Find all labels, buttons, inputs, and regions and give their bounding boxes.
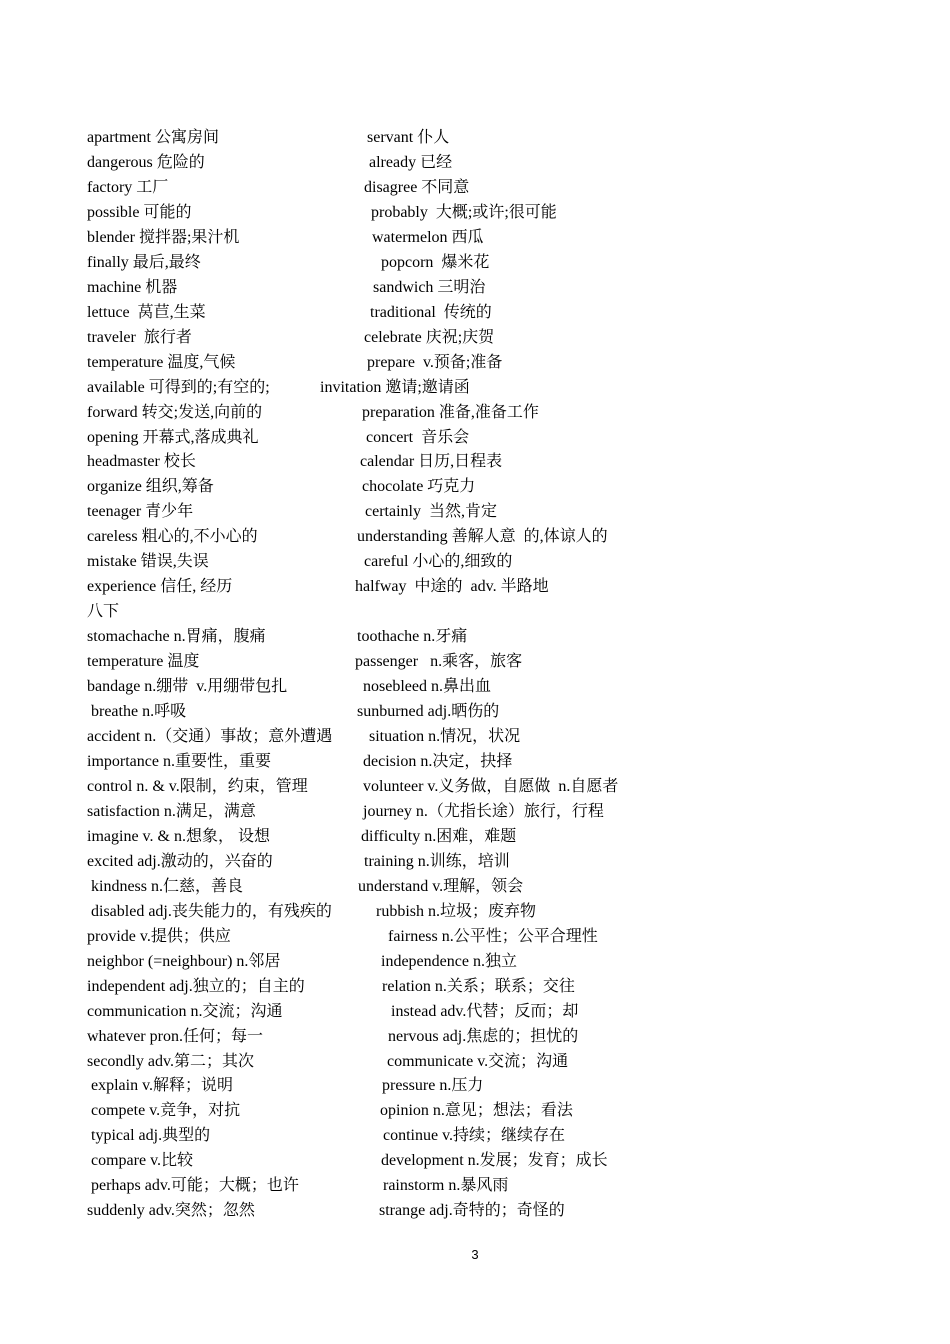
vocab-entry-right: chocolate 巧克力	[362, 478, 476, 496]
vocab-entry-left: 八下	[87, 603, 120, 621]
vocab-row	[0, 325, 950, 350]
vocab-row	[0, 624, 950, 649]
vocab-row	[0, 824, 950, 849]
vocab-row	[0, 499, 950, 524]
vocab-entry-left: possible 可能的	[87, 203, 192, 221]
vocab-row	[0, 949, 950, 974]
vocab-entry-right: opinion n.意见；想法；看法	[380, 1102, 573, 1120]
vocab-entry-left: breathe n.呼吸	[87, 703, 187, 721]
vocab-entry-right: continue v.持续；继续存在	[383, 1127, 566, 1145]
vocab-entry-left: headmaster 校长	[87, 453, 196, 471]
vocab-row	[0, 1148, 950, 1173]
vocab-row	[0, 1098, 950, 1123]
vocab-entry-left: explain v.解释；说明	[87, 1077, 234, 1095]
vocab-row	[0, 150, 950, 175]
vocab-row	[0, 924, 950, 949]
vocab-entry-left: accident n.（交通）事故；意外遭遇	[87, 728, 333, 746]
vocab-entry-left: secondly adv.第二；其次	[87, 1052, 254, 1070]
vocab-row	[0, 1073, 950, 1098]
vocab-row	[0, 125, 950, 150]
vocab-row	[0, 400, 950, 425]
vocab-entry-left: imagine v. & n.想象， 设想	[87, 827, 270, 845]
vocab-entry-left: forward 转交;发送,向前的	[87, 403, 263, 421]
vocab-entry-left: provide v.提供；供应	[87, 927, 231, 945]
vocab-entry-right: instead adv.代替；反而；却	[391, 1002, 579, 1020]
vocab-row	[0, 300, 950, 325]
vocab-entry-left: careless 粗心的,不小心的	[87, 528, 258, 546]
vocab-entry-right: popcorn 爆米花	[381, 253, 490, 271]
vocab-row	[0, 1173, 950, 1198]
vocab-row	[0, 524, 950, 549]
vocab-row	[0, 699, 950, 724]
vocab-row	[0, 899, 950, 924]
vocab-entry-left: perhaps adv.可能；大概；也许	[87, 1177, 299, 1195]
vocab-entry-right: training n.训练，培训	[364, 852, 510, 870]
vocab-entry-right: celebrate 庆祝;庆贺	[364, 328, 495, 346]
vocab-row	[0, 449, 950, 474]
vocab-entry-right: disagree 不同意	[364, 178, 470, 196]
vocab-entry-left: lettuce 莴苣,生菜	[87, 303, 206, 321]
vocab-entry-left: temperature 温度,气候	[87, 353, 236, 371]
vocab-entry-left: bandage n.绷带 v.用绷带包扎	[87, 678, 288, 696]
vocab-entry-left: dangerous 危险的	[87, 153, 205, 171]
vocab-entry-right: sandwich 三明治	[373, 278, 486, 296]
vocab-entry-right: invitation 邀请;邀请函	[320, 378, 470, 396]
vocab-entry-right: servant 仆人	[367, 129, 450, 146]
vocab-entry-right: understanding 善解人意 的,体谅人的	[357, 528, 608, 546]
vocab-entry-left: disabled adj.丧失能力的，有残疾的	[87, 902, 332, 920]
vocab-entry-left: neighbor (=neighbour) n.邻居	[87, 952, 281, 970]
vocab-entry-right: relation n.关系；联系；交往	[382, 977, 575, 995]
vocab-row	[0, 974, 950, 999]
vocab-entry-right: communicate v.交流；沟通	[387, 1052, 569, 1070]
vocab-row	[0, 849, 950, 874]
vocab-entry-right: journey n.（尤指长途）旅行，行程	[363, 802, 604, 820]
vocab-entry-right: independence n.独立	[381, 952, 517, 970]
vocab-entry-right: preparation 准备,准备工作	[362, 403, 539, 421]
vocab-row	[0, 225, 950, 250]
vocab-entry-left: finally 最后,最终	[87, 253, 201, 271]
vocab-entry-right: prepare v.预备;准备	[367, 353, 503, 371]
vocab-row	[0, 674, 950, 699]
vocab-row	[0, 350, 950, 375]
vocab-entry-right: traditional 传统的	[370, 303, 492, 321]
vocab-entry-right: rubbish n.垃圾；废弃物	[376, 902, 537, 920]
vocab-entry-right: decision n.决定，抉择	[363, 753, 513, 770]
vocab-row	[0, 1049, 950, 1074]
vocab-entry-right: passenger n.乘客，旅客	[355, 653, 523, 671]
vocab-entry-left: kindness n.仁慈，善良	[87, 877, 244, 895]
vocab-row	[0, 200, 950, 225]
vocab-row	[0, 799, 950, 824]
vocab-entry-left: machine 机器	[87, 278, 178, 296]
vocab-row	[0, 724, 950, 749]
vocab-entry-left: satisfaction n.满足，满意	[87, 802, 256, 820]
vocab-entry-right: understand v.理解，领会	[358, 877, 524, 895]
vocab-entry-right: development n.发展；发育；成长	[381, 1152, 608, 1170]
vocab-entry-right: nosebleed n.鼻出血	[363, 678, 491, 696]
vocab-entry-left: organize 组织,筹备	[87, 478, 214, 496]
vocab-entry-right: already 已经	[369, 153, 453, 171]
vocab-entry-left: temperature 温度	[87, 653, 200, 671]
vocab-entry-left: traveler 旅行者	[87, 328, 192, 346]
page-number: 3	[471, 1247, 479, 1262]
vocab-row	[0, 1198, 950, 1223]
vocab-row	[0, 774, 950, 799]
vocab-entry-right: probably 大概;或许;很可能	[371, 203, 557, 221]
vocab-entry-left: suddenly adv.突然；忽然	[87, 1202, 255, 1220]
vocab-entry-left: excited adj.激动的，兴奋的	[87, 852, 273, 870]
vocab-entry-left: apartment 公寓房间	[87, 129, 219, 146]
vocab-entry-left: factory 工厂	[87, 178, 169, 196]
vocab-entry-right: difficulty n.困难，难题	[361, 827, 517, 845]
vocab-row	[0, 649, 950, 674]
vocab-row	[0, 574, 950, 599]
vocab-row	[0, 375, 950, 400]
vocab-entry-left: control n. & v.限制，约束，管理	[87, 777, 308, 795]
vocab-entry-right: rainstorm n.暴风雨	[383, 1177, 509, 1195]
vocab-entry-right: watermelon 西瓜	[372, 228, 484, 246]
vocab-entry-right: fairness n.公平性；公平合理性	[388, 927, 598, 945]
vocab-entry-left: typical adj.典型的	[87, 1127, 211, 1145]
vocab-entry-right: volunteer v.义务做，自愿做 n.自愿者	[363, 777, 619, 795]
vocab-row	[0, 1024, 950, 1049]
vocab-entry-left: independent adj.独立的；自主的	[87, 977, 305, 995]
vocab-entry-right: halfway 中途的 adv. 半路地	[355, 578, 549, 596]
vocab-entry-left: blender 搅拌器;果汁机	[87, 228, 240, 246]
vocab-row	[0, 874, 950, 899]
vocab-entry-right: sunburned adj.晒伤的	[357, 703, 500, 721]
vocab-entry-left: compete v.竞争，对抗	[87, 1102, 241, 1120]
vocab-entry-right: pressure n.压力	[382, 1077, 484, 1095]
vocab-row	[0, 1123, 950, 1148]
vocab-entry-left: communication n.交流；沟通	[87, 1002, 283, 1020]
vocab-entry-left: whatever pron.任何；每一	[87, 1027, 263, 1045]
vocab-row	[0, 599, 950, 624]
vocab-row	[0, 999, 950, 1024]
vocab-entry-left: mistake 错误,失误	[87, 553, 209, 571]
vocab-entry-right: concert 音乐会	[366, 428, 470, 446]
vocab-row	[0, 175, 950, 200]
vocab-entry-left: importance n.重要性，重要	[87, 753, 271, 770]
vocab-entry-right: certainly 当然,肯定	[365, 503, 497, 521]
vocab-row	[0, 250, 950, 275]
vocab-row	[0, 549, 950, 574]
vocab-entry-right: careful 小心的,细致的	[364, 553, 513, 571]
vocab-entry-right: toothache n.牙痛	[357, 628, 468, 646]
vocab-entry-right: strange adj.奇特的；奇怪的	[379, 1202, 565, 1220]
vocab-entry-left: opening 开幕式,落成典礼	[87, 428, 259, 446]
vocab-entry-right: situation n.情况，状况	[369, 728, 521, 746]
vocab-entry-right: nervous adj.焦虑的；担忧的	[388, 1027, 579, 1045]
vocab-entry-left: teenager 青少年	[87, 503, 194, 521]
vocab-entry-left: stomachache n.胃痛，腹痛	[87, 628, 266, 646]
vocab-row	[0, 275, 950, 300]
vocab-entry-left: available 可得到的;有空的;	[87, 378, 270, 396]
vocab-entry-left: experience 信任, 经历	[87, 578, 233, 596]
vocab-row	[0, 749, 950, 774]
vocab-entry-right: calendar 日历,日程表	[360, 453, 503, 471]
vocab-row	[0, 425, 950, 450]
vocab-row	[0, 474, 950, 499]
vocab-entry-left: compare v.比较	[87, 1152, 194, 1170]
